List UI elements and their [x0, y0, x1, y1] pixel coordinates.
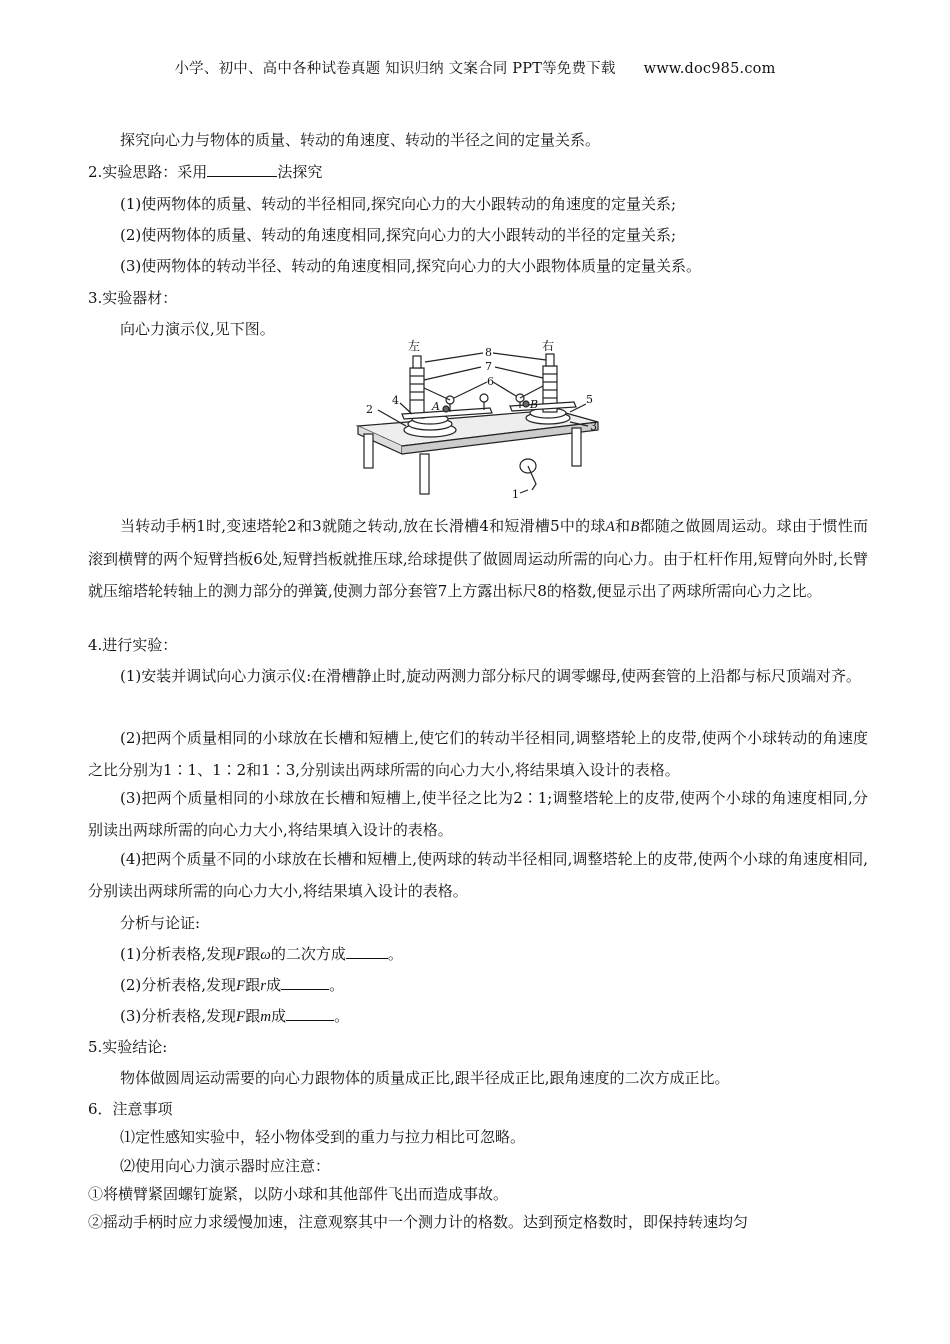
answer-blank-method — [207, 162, 277, 177]
label-8: 8 — [485, 346, 492, 359]
s6-item-1: ⑴定性感知实验中，轻小物体受到的重力与拉力相比可忽略。 — [120, 1128, 526, 1146]
label-B: B — [530, 398, 539, 411]
section-3-title: 3.实验器材： — [88, 289, 178, 307]
label-5: 5 — [586, 393, 593, 406]
s4-item-4: (4)把两个质量不同的小球放在长槽和短槽上,使两球的转动半径相同,调整塔轮上的皮带,使两个小球的角速度相同,分别读出两球所需的向心力大小,将结果填入设计的表格。 — [88, 850, 868, 900]
s6-item-4: ②摇动手柄时应力求缓慢加速，注意观察其中一个测力计的格数。达到预定格数时，即保持转速均匀 — [88, 1213, 749, 1231]
analysis-3: (3)分析表格,发现F跟m成 。 — [120, 1007, 350, 1025]
answer-blank-2 — [281, 975, 329, 990]
label-left: 左 — [408, 339, 421, 353]
label-3: 3 — [590, 420, 597, 433]
answer-blank-1 — [346, 944, 388, 959]
s6-item-2: ⑵使用向心力演示器时应注意： — [120, 1157, 331, 1175]
s3-text: 向心力演示仪,见下图。 — [120, 320, 275, 338]
label-2: 2 — [366, 403, 373, 416]
s4-item-3: (3)把两个质量相同的小球放在长槽和短槽上,使半径之比为2∶1;调整塔轮上的皮带,使两个小球的角速度相同,分别读出两球所需的向心力大小,将结果填入设计的表格。 — [88, 789, 868, 839]
s4-item-2: (2)把两个质量相同的小球放在长槽和短槽上,使它们的转动半径相同,调整塔轮上的皮带,使两个小球转动的角速度之比分别为1∶1、1∶2和1∶3,分别读出两球所需的向心力大小,将结果填入设计的表格。 — [88, 729, 868, 779]
label-6: 6 — [487, 375, 494, 388]
label-A: A — [432, 400, 440, 413]
s2-item-3: (3)使两物体的转动半径、转动的角速度相同,探究向心力的大小跟物体质量的定量关系。 — [120, 257, 702, 275]
analysis-2: (2)分析表格,发现F跟r成 。 — [120, 976, 345, 994]
label-4: 4 — [392, 394, 399, 407]
centripetal-force-apparatus-figure — [350, 338, 610, 503]
header-url[interactable]: www.doc985.com — [643, 61, 776, 77]
purpose-text: 探究向心力与物体的质量、转动的角速度、转动的半径之间的定量关系。 — [120, 131, 601, 149]
label-7: 7 — [485, 360, 492, 373]
s2-item-2: (2)使两物体的质量、转动的角速度相同,探究向心力的大小跟转动的半径的定量关系; — [120, 226, 677, 244]
analysis-1: (1)分析表格,发现F跟ω的二次方成 。 — [120, 945, 403, 963]
page-header — [0, 57, 950, 78]
analysis-title: 分析与论证: — [120, 914, 201, 932]
answer-blank-3 — [286, 1006, 334, 1021]
section-5-title: 5.实验结论: — [88, 1038, 168, 1056]
section-4-title: 4.进行实验： — [88, 636, 178, 654]
s4-item-1: (1)安装并调试向心力演示仪:在滑槽静止时,旋动两测力部分标尺的调零螺母,使两套管的上沿都与标尺顶端对齐。 — [120, 667, 861, 685]
section-6-title: 6．注意事项 — [88, 1100, 173, 1118]
label-right: 右 — [542, 339, 555, 353]
apparatus-description: 当转动手柄1时,变速塔轮2和3就随之转动,放在长滑槽4和短滑槽5中的球A和B都随之做圆周运动。球由于惯性而滚到横臂的两个短臂挡板6处,短臂挡板就推压球,给球提供了做圆周运动所需的向心力。由于杠杆作用,短臂向外时,长臂就压缩塔轮转轴上的测力部分的弹簧,使测力部分套管7上方露出标尺8的格数,便显示出了两球所需向心力之比。 — [88, 517, 868, 600]
s6-item-3: ①将横臂紧固螺钉旋紧，以防小球和其他部件飞出而造成事故。 — [88, 1185, 509, 1203]
s2-item-1: (1)使两物体的质量、转动的半径相同,探究向心力的大小跟转动的角速度的定量关系; — [120, 195, 677, 213]
s5-text: 物体做圆周运动需要的向心力跟物体的质量成正比,跟半径成正比,跟角速度的二次方成正比。 — [120, 1069, 730, 1087]
label-1: 1 — [512, 488, 519, 501]
section-2-title: 2.实验思路：采用 法探究 — [88, 163, 323, 181]
header-text: 小学、初中、高中各种试卷真题 知识归纳 文案合同 PPT等免费下载 — [174, 61, 616, 77]
